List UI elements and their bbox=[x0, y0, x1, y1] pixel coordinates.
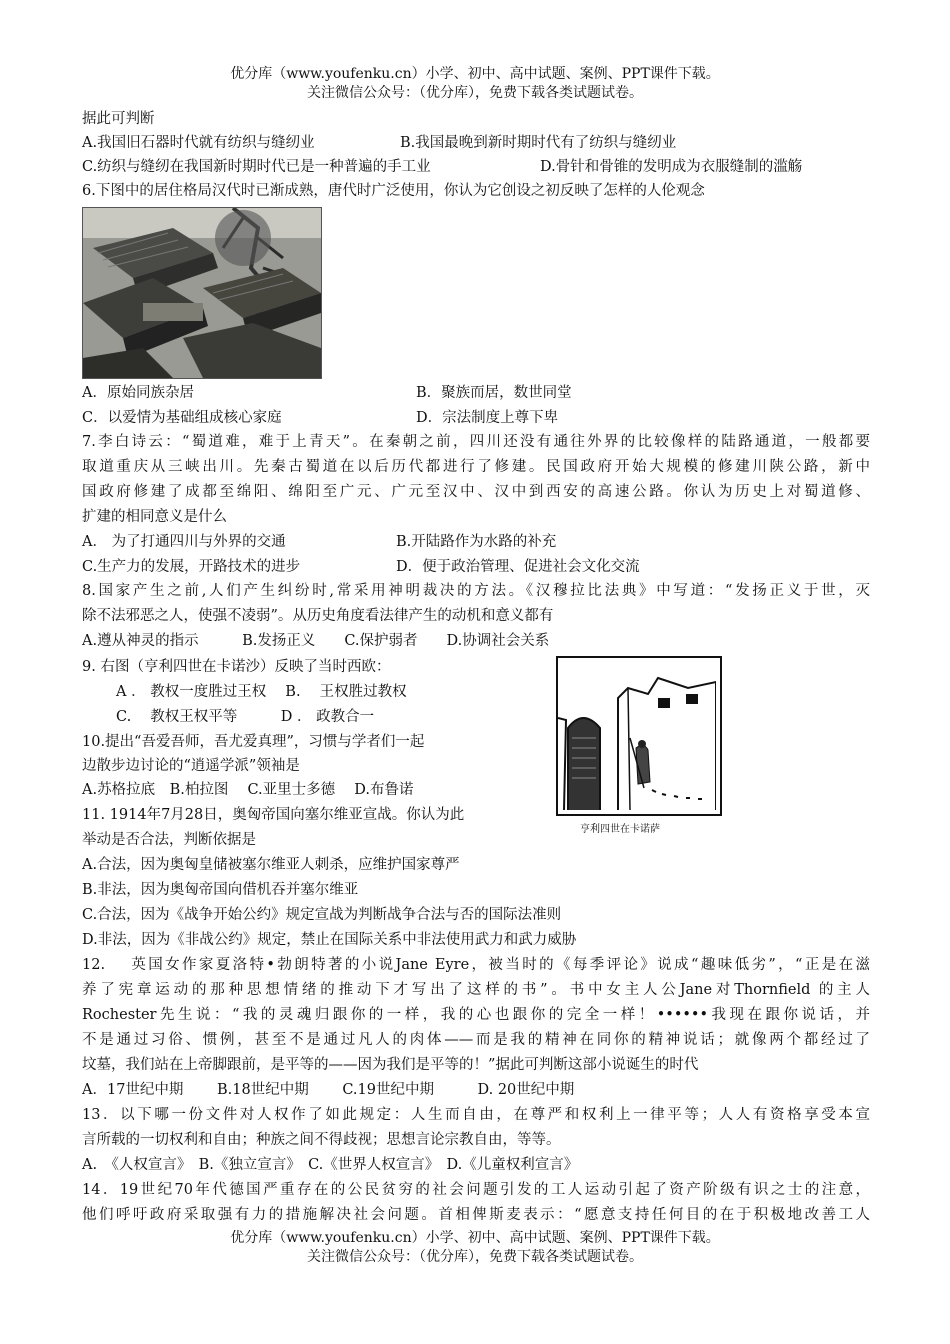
courtyard-house-photo bbox=[82, 207, 322, 379]
q11-option-b: B.非法，因为奥匈帝国向借机吞并塞尔维亚 bbox=[82, 882, 359, 898]
q6-option-c: C．以爱情为基础组成核心家庭 bbox=[82, 410, 282, 426]
q7-line1: 7.李白诗云：“蜀道难，难于上青天”。在秦朝之前，四川还没有通往外界的比较像样的陆路通道，一般都要 bbox=[82, 434, 870, 450]
q7-option-a: A． 为了打通四川与外界的交通 bbox=[82, 534, 286, 550]
q13-line2: 言所载的一切权利和自由；种族之间不得歧视；思想言论宗教自由，等等。 bbox=[82, 1132, 561, 1148]
q10-line2: 边散步边讨论的“逍遥学派”领袖是 bbox=[82, 758, 300, 774]
q12-line1: 12. 英国女作家夏洛特•勃朗特著的小说Jane Eyre，被当时的《每季评论》说成“趣味低劣”，“正是在滋 bbox=[82, 957, 870, 973]
q5-option-a: A.我国旧石器时代就有纺织与缝纫业 bbox=[82, 135, 315, 151]
q9-options-ab: A ． 教权一度胜过王权 B. 王权胜过教权 bbox=[116, 684, 407, 700]
q8-line1: 8.国家产生之前,人们产生纠纷时,常采用神明裁决的方法。《汉穆拉比法典》中写道：“发扬正义于世，灭 bbox=[82, 583, 870, 599]
q7-option-d: D．便于政治管理、促进社会文化交流 bbox=[396, 559, 640, 575]
q11-option-c: C.合法，因为《战争开始公约》规定宣战为判断战争合法与否的国际法准则 bbox=[82, 907, 562, 923]
q7-line3: 国政府修建了成都至绵阳、绵阳至广元、广元至汉中、汉中到西安的高速公路。你认为历史上对蜀道修、 bbox=[82, 484, 870, 500]
q14-line2: 他们呼吁政府采取强有力的措施解决社会问题。首相俾斯麦表示：“愿意支持任何目的在于积极地改善工人 bbox=[82, 1207, 870, 1223]
q12-line4: 不是通过习俗、惯例，甚至不是通过凡人的肉体——而是我的精神在同你的精神说话；就像两个都经过了 bbox=[82, 1032, 870, 1048]
q12-line5: 坟墓，我们站在上帝脚跟前，是平等的——因为我们是平等的！”据此可判断这部小说诞生的时代 bbox=[82, 1057, 699, 1073]
q5-option-c: C.纺织与缝纫在我国新时期时代已是一种普遍的手工业 bbox=[82, 159, 431, 175]
q12-options: A．17世纪中期 B.18世纪中期 C.19世纪中期 D. 20世纪中期 bbox=[82, 1082, 575, 1098]
q8-line2: 除不法邪恶之人，使强不凌弱”。从历史角度看法律产生的动机和意义都有 bbox=[82, 608, 554, 624]
q6-option-d: D．宗法制度上尊下卑 bbox=[416, 410, 559, 426]
q12-line3: Rochester先生说：“我的灵魂归跟你的一样，我的心也跟你的完全一样！••••••我现在跟你说话，并 bbox=[82, 1007, 870, 1023]
q11-line2: 举动是否合法，判断依据是 bbox=[82, 832, 256, 848]
q9-stem: 9. 右图（亨利四世在卡诺沙）反映了当时西欧： bbox=[82, 659, 391, 675]
q5-option-d: D.骨针和骨锥的发明成为衣服缝制的滥觞 bbox=[540, 159, 803, 175]
q8-options: A.遵从神灵的指示 B.发扬正义 C.保护弱者 D.协调社会关系 bbox=[82, 633, 550, 649]
q10-line1: 10.提出“吾爱吾师，吾尤爱真理”，习惯与学者们一起 bbox=[82, 734, 425, 750]
q13-line1: 13．以下哪一份文件对人权作了如此规定：人生而自由，在尊严和权利上一律平等；人人有资格享受本宣 bbox=[82, 1107, 870, 1123]
q6-option-a: A．原始同族杂居 bbox=[82, 385, 194, 401]
q6-stem: 6.下图中的居住格局汉代时已渐成熟，唐代时广泛使用，你认为它创设之初反映了怎样的人伦观念 bbox=[82, 183, 705, 199]
page-footer-line2: 关注微信公众号：（优分库），免费下载各类试题试卷。 bbox=[307, 1249, 643, 1265]
q11-line1: 11. 1914年7月28日，奥匈帝国向塞尔维亚宣战。你认为此 bbox=[82, 807, 465, 823]
page-header-line2: 关注微信公众号：（优分库），免费下载各类试题试卷。 bbox=[307, 85, 643, 101]
q10-options: A.苏格拉底 B.柏拉图 C.亚里士多德 D.布鲁诺 bbox=[82, 782, 414, 798]
q11-option-d: D.非法，因为《非战公约》规定，禁止在国际关系中非法使用武力和武力威胁 bbox=[82, 932, 577, 948]
q14-line1: 14．19世纪70年代德国严重存在的公民贫穷的社会问题引发的工人运动引起了资产阶级有识之士的注意， bbox=[82, 1182, 870, 1198]
illustration-caption: 亨利四世在卡诺萨 bbox=[580, 824, 660, 835]
q9-options-cd: C. 教权王权平等 D ． 政教合一 bbox=[116, 709, 375, 725]
q7-line2: 取道重庆从三峡出川。先秦古蜀道在以后历代都进行了修建。民国政府开始大规模的修建川陕公路，新中 bbox=[82, 459, 870, 475]
page-header-line1: 优分库（www.youfenku.cn）小学、初中、高中试题、案例、PPT课件下载。 bbox=[230, 66, 720, 82]
page-footer-line1: 优分库（www.youfenku.cn）小学、初中、高中试题、案例、PPT课件下载。 bbox=[230, 1230, 720, 1246]
q11-option-a: A.合法，因为奥匈皇储被塞尔维亚人刺杀，应维护国家尊严 bbox=[82, 857, 460, 873]
q7-option-b: B.开陆路作为水路的补充 bbox=[396, 534, 557, 550]
q6-option-b: B．聚族而居，数世同堂 bbox=[416, 385, 572, 401]
q7-line4: 扩建的相同意义是什么 bbox=[82, 509, 227, 525]
q5-option-b: B.我国最晚到新时期时代有了纺织与缝纫业 bbox=[400, 135, 677, 151]
q12-line2: 养了宪章运动的那种思想情绪的推动下才写出了这样的书”。书中女主人公Jane对Thornfield 的主人 bbox=[82, 982, 870, 998]
q7-option-c: C.生产力的发展，开路技术的进步 bbox=[82, 559, 301, 575]
q13-options: A. 《人权宣言》 B.《独立宣言》 C.《世界人权宣言》 D.《儿童权利宣言》 bbox=[82, 1157, 579, 1173]
q5-stem-tail: 据此可判断 bbox=[82, 111, 155, 127]
canossa-illustration bbox=[556, 656, 722, 816]
